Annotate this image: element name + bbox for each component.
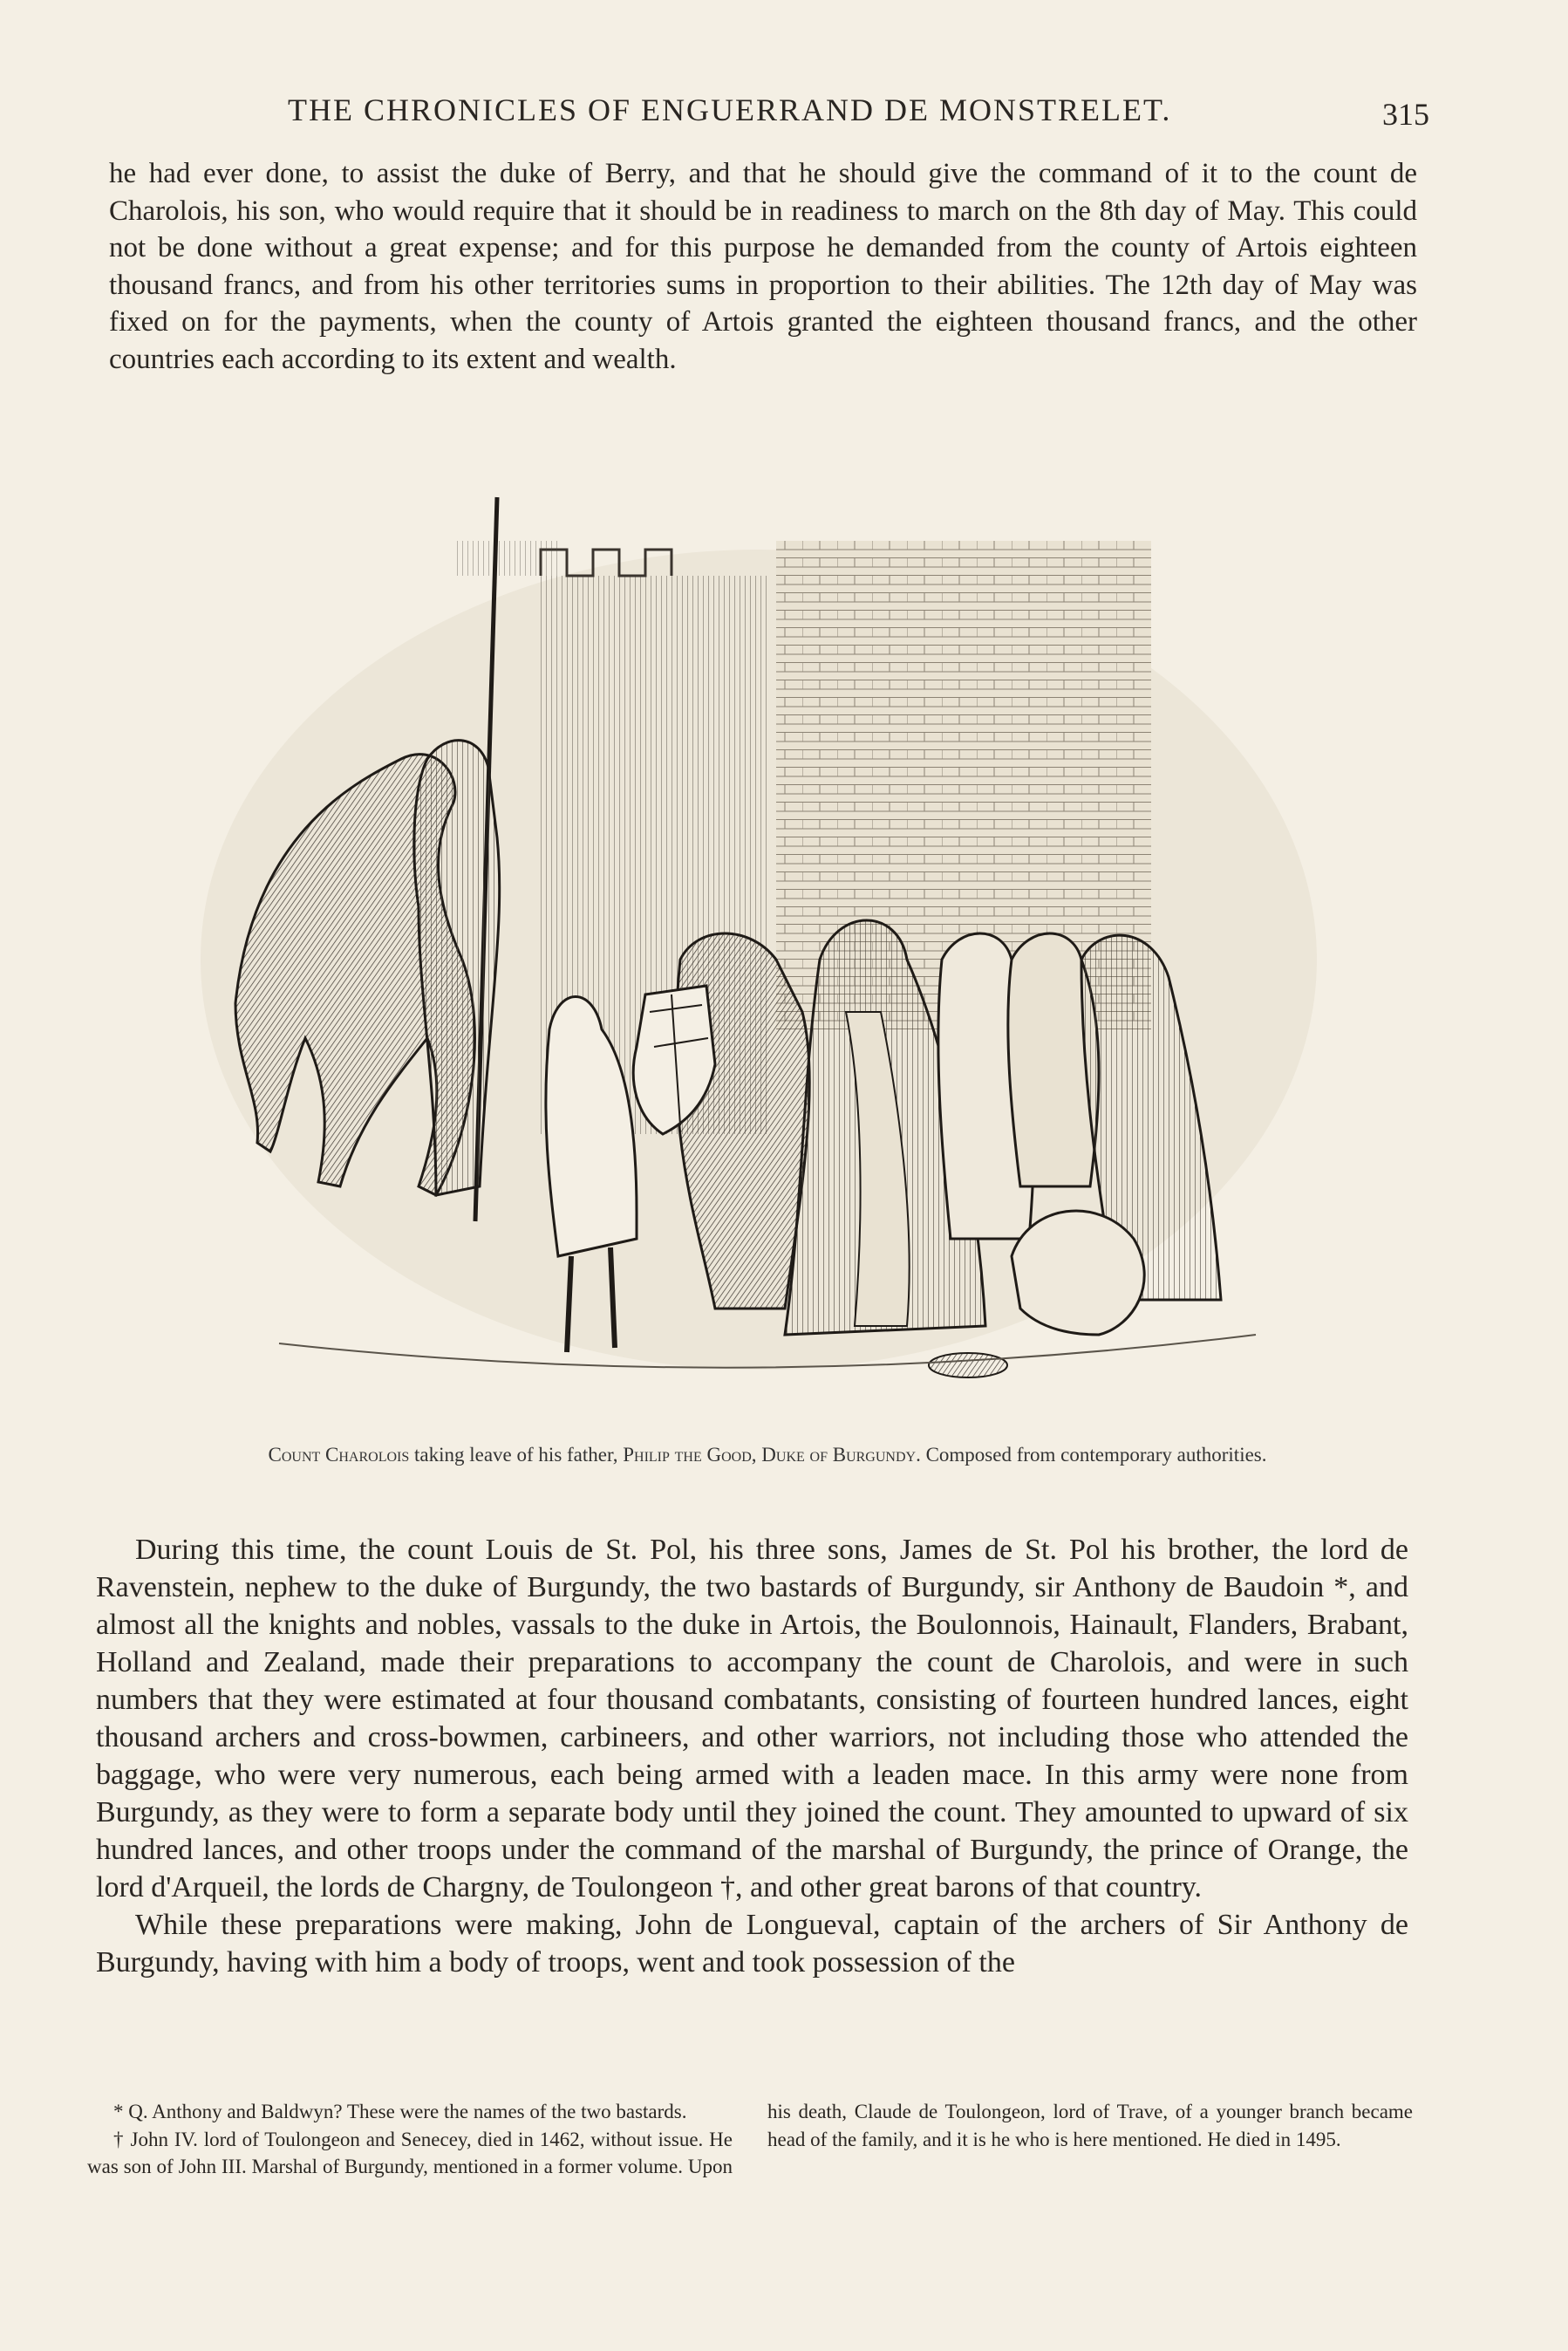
footnotes bbox=[87, 2098, 1413, 2181]
top-paragraph: he had ever done, to assist the duke of Berry, and that he should give the command of it to the count de Charolois, his son, who would require that it should be in readiness to march on the 8th day of May. This could not be done without a great expense; and for this purpose he demanded from the county of Artois eighteen thousand francs, and from his other territories sums in proportion to their abilities. The 12th day of May was fixed on for the payments, when the county of Artois granted the eighteen thousand francs, and the other countries each according to its extent and wealth. bbox=[109, 158, 1417, 375]
footnote-1: * Q. Anthony and Baldwyn? These were the names of the two bastards. bbox=[113, 2101, 687, 2122]
main-text-block bbox=[96, 1531, 1408, 1981]
body-paragraph-1: During this time, the count Louis de St. Pol, his three sons, James de St. Pol his brother, the lord de Ravenstein, nephew to the duke of Burgundy, the two bastards of Burgundy, sir Anthony de Baudoin *, and almost all the knights and nobles, vassals to the duke in Artois, the Boulonnois, Hainault, Flanders, Brabant, Holland and Zealand, made their preparations to accompany the count de Charolois, and were in such numbers that they were estimated at four thousand combatants, consisting of fourteen hundred lances, eight thousand archers and cross-bowmen, carbineers, and other warriors, not including those who attended the baggage, who were very numerous, each being armed with a leaden mace. In this army were none from Burgundy, as they were to form a separate body until they joined the count. They amounted to upward of six hundred lances, and other troops under the command of the marshal of Burgundy, the prince of Orange, the lord d'Arqueil, the lords de Chargny, de Toulongeon †, and other great barons of that country. bbox=[96, 1534, 1408, 1903]
caption-text-2: Composed from contemporary authorities. bbox=[920, 1444, 1267, 1466]
page-number: 315 bbox=[1382, 97, 1429, 132]
engraving-illustration bbox=[174, 471, 1343, 1413]
fallen-hat bbox=[929, 1353, 1007, 1377]
caption-name-philip: Philip the Good, Duke of Burgundy. bbox=[623, 1444, 921, 1466]
running-title: THE CHRONICLES OF ENGUERRAND DE MONSTRELET. bbox=[288, 92, 1172, 127]
illustration-caption bbox=[105, 1441, 1430, 1469]
distant-tower bbox=[453, 541, 558, 576]
footnote-2: † John IV. lord of Toulongeon and Senecey, died in 1462, without issue. He was son of John III. Marshal of Burgundy, mentioned in a former volume. Upon his death, Claude de Toulongeon, lord of Trave, of a younger branch became head of the family, and it is he who is here mentioned. He died in 1495. bbox=[87, 2101, 1413, 2177]
caption-text-1: taking leave of his father, bbox=[409, 1444, 624, 1466]
body-paragraph-2: While these preparations were making, John de Longueval, captain of the archers of Sir Anthony de Burgundy, having with him a body of troops, went and took possession of the bbox=[96, 1909, 1408, 1979]
kneeling-page bbox=[1012, 1211, 1144, 1335]
caption-name-charolois: Count Charolois bbox=[268, 1444, 410, 1466]
top-paragraph-block bbox=[109, 155, 1417, 378]
